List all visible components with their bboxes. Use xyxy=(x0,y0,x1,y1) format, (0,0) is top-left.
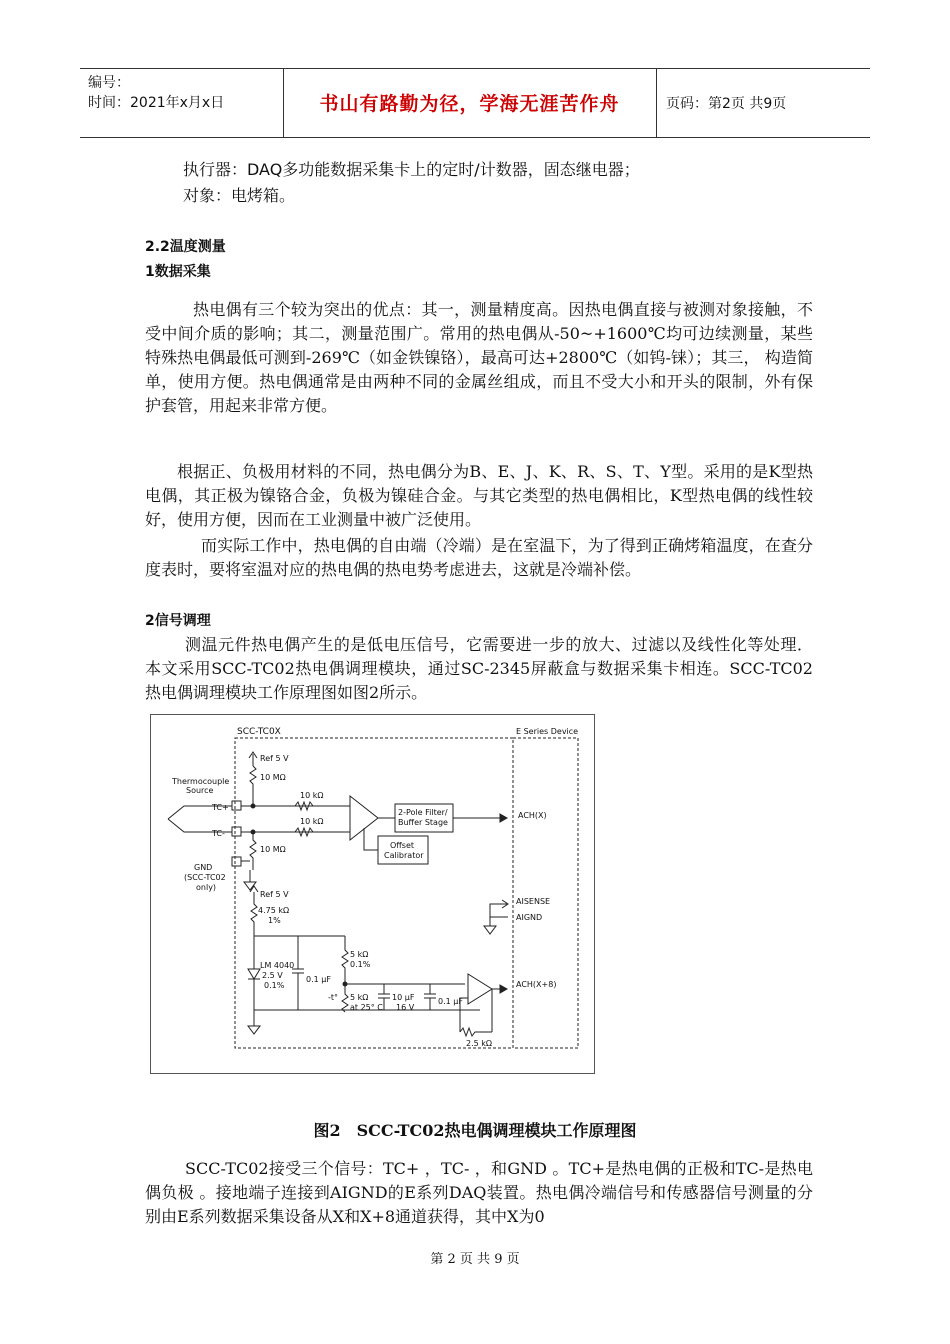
header-page-number: 页码：第2页 共9页 xyxy=(666,96,787,112)
doc-date: 时间：2021年x月x日 xyxy=(88,95,225,111)
label-r10m-top: 10 MΩ xyxy=(260,773,286,782)
ground-2 xyxy=(248,979,260,1034)
label-aisense: AISENSE xyxy=(516,897,551,906)
label-gnd3: only) xyxy=(196,883,217,892)
label-ref2: Ref 5 V xyxy=(260,890,289,899)
lm4040-diode xyxy=(248,969,260,979)
section-title: 2.2温度测量 xyxy=(145,239,226,255)
label-c10b: 16 V xyxy=(396,1003,415,1012)
label-gnd1: GND xyxy=(194,863,213,872)
device-boundary xyxy=(513,738,578,1048)
intro-actuator: 执行器：DAQ多功能数据采集卡上的定时/计数器，固态继电器； xyxy=(183,160,640,179)
label-r10m-bottom: 10 MΩ xyxy=(260,845,286,854)
label-r5k-tol: 0.1% xyxy=(350,960,371,969)
paragraph-types: 根据正、负极用材料的不同，热电偶分为B、E、J、K、R、S、T、Y型。采用的是K型热电偶，其正极为镍铬合金，负极为镍硅合金。与其它类型的热电偶相比，K型热电偶的线性较好，使用方便，因而在工业测量中被广泛使用。 xyxy=(145,462,813,529)
header-motto: 书山有路勤为径，学海无涯苦作舟 xyxy=(319,93,620,115)
label-r2: 10 kΩ xyxy=(300,817,324,826)
paragraph-advantages: 热电偶有三个较为突出的优点：其一，测量精度高。因热电偶直接与被测对象接触，不受中间介质的影响；其二，测量范围广。常用的热电偶从-50~+1600℃均可边续测量，某些特殊热电偶最低可测到-269℃（如金铁镍铬），最高可达+2800℃（如钨-铼）；其三， 构造简单，使用方便。热电偶通常是由两种不同的金属丝组成，而且不受大小和开头的限制，外有保护套管，用起来非常方便。 xyxy=(145,300,813,415)
label-1pct: 1% xyxy=(268,916,281,925)
header-divider xyxy=(656,69,657,137)
label-tcneg: TC- xyxy=(212,829,225,838)
paragraph-scc-tc02: 测温元件热电偶产生的是低电压信号，它需要进一步的放大、过滤以及线性化等处理． 本文采用SCC-TC02热电偶调理模块，通过SC-2345屏蔽盒与数据采集卡相连。SCC-TC02热电偶调理模块工作原理图如图2所示。 xyxy=(145,635,813,702)
diagram-border xyxy=(151,715,595,1074)
label-therm-t: -t° xyxy=(328,993,339,1002)
terminal-gnd xyxy=(232,857,241,866)
label-offset1: Offset xyxy=(390,841,415,850)
label-lm3: 0.1% xyxy=(264,981,285,990)
label-filter1: 2-Pole Filter/ xyxy=(398,808,448,817)
circuit-diagram xyxy=(150,714,595,1074)
capacitor-0.1a xyxy=(292,936,304,1010)
label-lm2: 2.5 V xyxy=(262,971,283,980)
label-ach8: ACH(X+8) xyxy=(516,980,557,989)
label-rt2: at 25° C xyxy=(350,1003,383,1012)
resistor-10m-top xyxy=(250,754,256,806)
ground-3 xyxy=(484,904,508,934)
label-offset2: Calibrator xyxy=(384,851,424,860)
label-ref1: Ref 5 V xyxy=(260,754,289,763)
intro-object: 对象：电烤箱。 xyxy=(183,186,296,205)
header-left xyxy=(88,73,224,113)
resistor-5k xyxy=(342,936,348,984)
resistor-10m-bottom xyxy=(250,832,256,870)
opamp-output xyxy=(468,974,492,1004)
label-r1: 10 kΩ xyxy=(300,791,324,800)
page-footer: 第 2 页 共 9 页 xyxy=(430,1252,520,1267)
doc-number: 编号： xyxy=(88,75,130,91)
label-tcpos: TC+ xyxy=(212,803,229,812)
subsection-signal-conditioning: 2信号调理 xyxy=(145,613,211,629)
label-module: SCC-TC0X xyxy=(237,727,281,737)
terminal-tcpos xyxy=(232,801,241,810)
label-source1: Thermocouple xyxy=(172,777,230,786)
thermistor xyxy=(342,984,348,1012)
label-c10a: 10 μF xyxy=(392,993,415,1002)
label-device: E Series Device xyxy=(516,727,579,736)
label-aignd: AIGND xyxy=(516,913,543,922)
paragraph-signals: SCC-TC02接受三个信号：TC+ ，TC- ，和GND 。TC+是热电偶的正极和TC-是热电偶负极 。接地端子连接到AIGND的E系列DAQ装置。热电偶冷端信号和传感器信号测量的分别由E系列数据采集设备从X和X+8通道获得，其中X为0 xyxy=(145,1159,813,1226)
label-rt1: 5 kΩ xyxy=(350,993,369,1002)
page-header xyxy=(80,68,870,138)
label-ach: ACH(X) xyxy=(518,811,547,820)
terminal-tcneg xyxy=(232,827,241,836)
label-c01a: 0.1 μF xyxy=(306,975,331,984)
capacitor-0.1b xyxy=(424,984,436,1010)
label-lm1: LM 4040 xyxy=(260,961,295,970)
paragraph-cold-junction: 而实际工作中，热电偶的自由端（冷端）是在室温下，为了得到正确烤箱温度，在查分度表时，要将室温对应的热电偶的热电势考虑进去，这就是冷端补偿。 xyxy=(145,536,813,579)
label-source2: Source xyxy=(186,786,214,795)
label-c01b: 0.1 μF xyxy=(438,997,463,1006)
label-filter2: Buffer Stage xyxy=(398,818,448,827)
label-r25: 2.5 kΩ xyxy=(466,1039,493,1048)
resistor-4.75k xyxy=(250,886,258,936)
label-gnd2: (SCC-TC02 xyxy=(184,873,226,882)
figure-caption: 图2 SCC-TC02热电偶调理模块工作原理图 xyxy=(313,1121,637,1140)
subsection-data-acquisition: 1数据采集 xyxy=(145,264,211,280)
label-r5k: 5 kΩ xyxy=(350,950,369,959)
label-r475: 4.75 kΩ xyxy=(258,906,290,915)
